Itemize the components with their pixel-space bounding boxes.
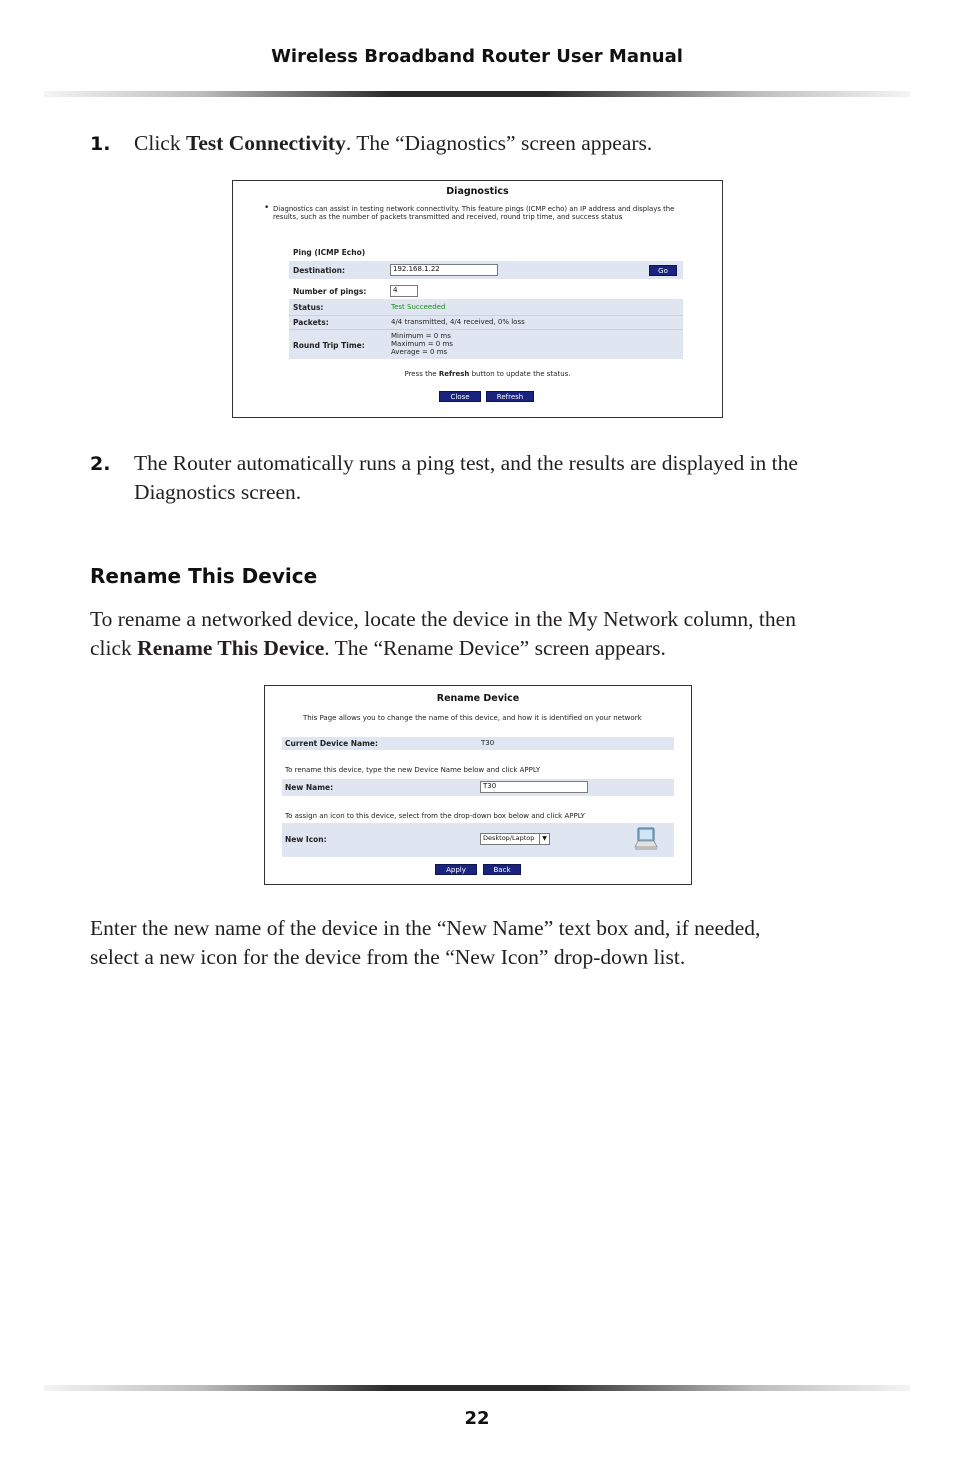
footer-divider (44, 1385, 910, 1391)
rename-subtitle: This Page allows you to change the name of this device, and how it is identified on your network (303, 714, 642, 722)
pings-label: Number of pings: (293, 287, 367, 296)
closing-line1: Enter the new name of the device in the “New Name” text box and, if needed, (90, 916, 761, 940)
step-2-number: 2. (90, 453, 111, 475)
new-name-input[interactable]: T30 (480, 781, 588, 793)
section-para-line1: To rename a networked device, locate the device in the My Network column, then (90, 607, 796, 631)
current-name-label: Current Device Name: (285, 739, 379, 748)
rtt-minimum: Minimum = 0 ms (391, 332, 451, 340)
destination-label: Destination: (293, 266, 345, 275)
section-para-line2: click Rename This Device. The “Rename Device” screen appears. (90, 636, 666, 660)
refresh-note: Press the Refresh button to update the status. (404, 370, 571, 378)
step-2-line2: Diagnostics screen. (134, 480, 302, 504)
rtt-label: Round Trip Time: (293, 341, 365, 350)
section-heading: Rename This Device (90, 564, 318, 588)
rename-instruction: To rename this device, type the new Device Name below and click APPLY (285, 766, 541, 774)
diagnostics-intro-line2: results, such as the number of packets transmitted and received, round trip time, and success status (273, 213, 623, 221)
back-button[interactable]: Back (483, 864, 521, 875)
desktop-laptop-icon (631, 825, 661, 855)
step-1-number: 1. (90, 133, 111, 155)
rename-title: Rename Device (436, 693, 520, 704)
new-icon-select[interactable] (480, 833, 550, 845)
divider (289, 329, 683, 330)
ping-heading: Ping (ICMP Echo) (293, 248, 366, 257)
destination-input[interactable]: 192.168.1.22 (390, 264, 498, 276)
new-name-row (282, 779, 674, 796)
new-icon-select-value: Desktop/Laptop (483, 834, 535, 842)
close-button[interactable]: Close (439, 391, 481, 402)
step-2-line1: The Router automatically runs a ping test, and the results are displayed in the (134, 451, 798, 475)
go-button[interactable]: Go (649, 265, 677, 276)
packets-label: Packets: (293, 318, 329, 327)
diagnostics-title: Diagnostics (446, 186, 509, 197)
rtt-average: Average = 0 ms (391, 348, 448, 356)
refresh-button[interactable]: Refresh (486, 391, 534, 402)
current-name-value: T30 (481, 739, 495, 747)
step-1-text: Click Test Connectivity. The “Diagnostics” screen appears. (134, 131, 653, 155)
icon-instruction: To assign an icon to this device, select from the drop-down box below and click APPLY (285, 812, 585, 820)
diagnostics-intro-line1: Diagnostics can assist in testing network connectivity. This feature pings (ICMP echo) an IP address and displays the (273, 205, 675, 213)
apply-button[interactable]: Apply (435, 864, 477, 875)
rtt-maximum: Maximum = 0 ms (391, 340, 453, 348)
manual-title: Wireless Broadband Router User Manual (271, 46, 683, 67)
new-icon-row (282, 823, 674, 857)
rename-device-screenshot (264, 685, 692, 885)
header-divider (44, 91, 910, 97)
bullet-icon: • (264, 203, 270, 213)
status-label: Status: (293, 303, 324, 312)
status-value: Test Succeeded (391, 303, 446, 311)
divider (289, 315, 683, 316)
page-number: 22 (464, 1408, 490, 1429)
pings-input[interactable]: 4 (390, 285, 418, 297)
new-name-label: New Name: (285, 783, 334, 792)
diagnostics-screenshot (232, 180, 723, 418)
packets-value: 4/4 transmitted, 4/4 received, 0% loss (391, 318, 525, 326)
closing-line2: select a new icon for the device from the “New Icon” drop-down list. (90, 945, 686, 969)
new-icon-label: New Icon: (285, 835, 327, 844)
chevron-down-icon[interactable]: ▼ (539, 834, 549, 844)
